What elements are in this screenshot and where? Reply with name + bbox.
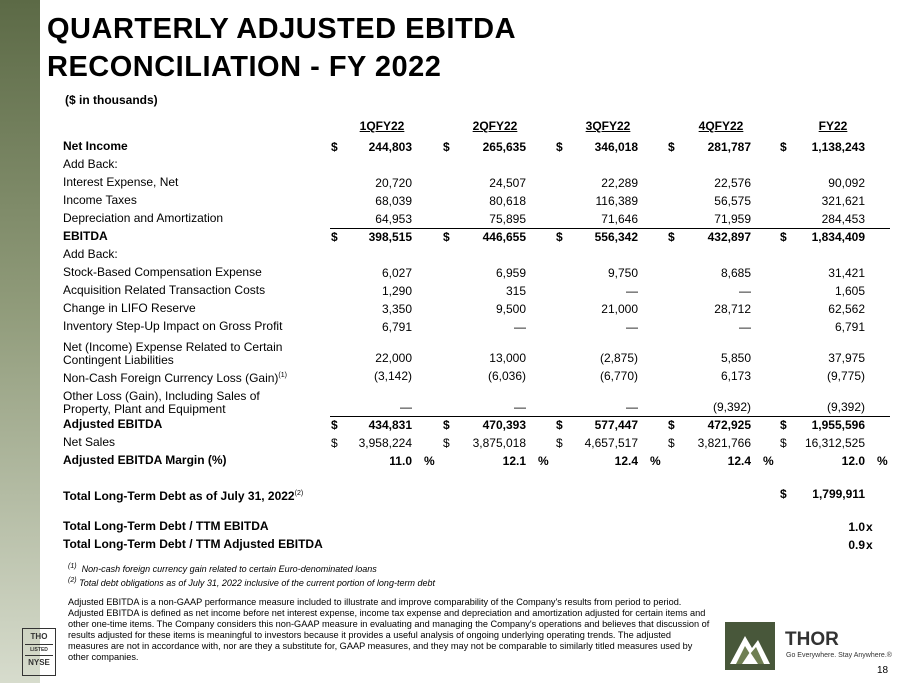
table-cell: 315 (505, 284, 526, 298)
table-cell: 9,500 (495, 302, 526, 316)
ratio-suffix: x (866, 538, 873, 552)
table-cell: 22,289 (601, 176, 638, 190)
table-row (60, 156, 890, 174)
footnote-2: $^{(2)}$ Total debt obligations as of July 31, 2022 inclusive of the current portion of long-term debt (68, 577, 435, 588)
table-cell: (3,142) (373, 369, 412, 383)
currency-symbol: $ (331, 140, 338, 154)
currency-symbol: $ (668, 140, 675, 154)
table-cell: 3,350 (381, 302, 412, 316)
row-label: Total Long-Term Debt as of July 31, 2022$^{(2)}$ (63, 489, 304, 503)
column-header: 3QFY22 (585, 119, 631, 133)
table-cell: 71,646 (601, 212, 638, 226)
table-cell: 12.0 (841, 454, 865, 468)
row-label: Acquisition Related Transaction Costs (63, 283, 266, 297)
table-cell: 20,720 (375, 176, 412, 190)
table-cell: 71,959 (714, 212, 751, 226)
table-cell: 75,895 (489, 212, 526, 226)
currency-symbol: $ (780, 230, 787, 244)
table-row (60, 246, 890, 264)
units-label: ($ in thousands) (65, 93, 158, 107)
row-label: Stock-Based Compensation Expense (63, 265, 262, 279)
table-cell: 1,605 (834, 284, 865, 298)
table-cell: 4,657,517 (584, 436, 638, 450)
currency-symbol: $ (780, 487, 787, 501)
table-cell: 9,750 (607, 266, 638, 280)
table-cell: 1,290 (381, 284, 412, 298)
table-cell: 5,850 (720, 351, 751, 365)
row-label: Total Long-Term Debt / TTM EBITDA (63, 519, 269, 533)
currency-symbol: $ (556, 418, 563, 432)
table-row (60, 389, 890, 416)
table-row (60, 416, 890, 434)
row-label: Non-Cash Foreign Currency Loss (Gain)$^{(1)}$ (63, 371, 287, 385)
table-row (60, 210, 890, 228)
table-cell: 37,975 (828, 351, 865, 365)
table-cell: 116,389 (595, 194, 638, 208)
summary-value: 1,799,911 (812, 487, 865, 501)
table-cell: 6,173 (720, 369, 751, 383)
table-cell: (9,392) (712, 400, 751, 414)
table-cell: 556,342 (594, 230, 638, 244)
table-cell: 22,000 (375, 351, 412, 365)
column-header: 2QFY22 (472, 119, 518, 133)
table-cell: 470,393 (482, 418, 526, 432)
table-cell: 244,803 (368, 140, 412, 154)
table-cell: (9,775) (826, 369, 865, 383)
table-row (60, 228, 890, 246)
percent-sign: % (424, 454, 435, 468)
column-header: 1QFY22 (359, 119, 405, 133)
table-cell: 3,821,766 (697, 436, 751, 450)
row-label: Other Loss (Gain), Including Sales of Property, Plant and Equipment (63, 389, 260, 416)
page-number: 18 (877, 665, 889, 676)
column-header: FY22 (818, 119, 848, 133)
table-cell: 6,791 (381, 320, 412, 334)
table-cell: 265,635 (482, 140, 526, 154)
row-label: Add Back: (63, 157, 118, 171)
table-row (60, 192, 890, 210)
table-cell: (6,770) (599, 369, 638, 383)
brand-name: THOR (785, 629, 839, 650)
table-cell: 31,421 (828, 266, 865, 280)
table-cell: — (400, 400, 412, 414)
table-cell: 22,576 (714, 176, 751, 190)
row-label: Adjusted EBITDA (63, 417, 163, 431)
table-cell: 321,621 (821, 194, 865, 208)
thor-logo-mark (725, 622, 775, 670)
summary-row (60, 485, 890, 503)
table-cell: 64,953 (375, 212, 412, 226)
table-cell: 3,875,018 (472, 436, 526, 450)
table-cell: 434,831 (368, 418, 412, 432)
non-gaap-disclaimer: Adjusted EBITDA is a non-GAAP performance measure included to illustrate and improve comparability of the Company's results from period to period. Adjusted EBITDA is defined as net income before net interest expense, income tax expense and depreciation and amortization adjusted for certain items and other one-time items. The Company considers this non-GAAP measure in evaluating and managing the Company's operations and believes that discussion of results adjusted for these items is meaningful to investors because it provides a useful analysis of ongoing underlying operating trends. The adjusted measures are not in accordance with, nor are they a substitute for, GAAP measures, and they may not be comparable to similarly titled measures used by other companies. (68, 597, 710, 662)
table-cell: 56,575 (714, 194, 751, 208)
table-row (60, 340, 890, 367)
row-label: Adjusted EBITDA Margin (%) (63, 453, 227, 467)
table-cell: 6,959 (495, 266, 526, 280)
table-cell: 6,027 (381, 266, 412, 280)
table-row (60, 282, 890, 300)
table-cell: — (514, 320, 526, 334)
table-cell: 13,000 (489, 351, 526, 365)
table-cell: 62,562 (828, 302, 865, 316)
table-cell: — (514, 400, 526, 414)
table-row (60, 452, 890, 470)
nyse-listed-badge: THO LISTED NYSE (22, 628, 56, 676)
table-cell: 21,000 (601, 302, 638, 316)
table-cell: — (626, 400, 638, 414)
table-row (60, 264, 890, 282)
percent-sign: % (877, 454, 888, 468)
summary-value: 0.9 (848, 538, 865, 552)
table-cell: — (739, 320, 751, 334)
table-cell: 1,955,596 (811, 418, 865, 432)
currency-symbol: $ (780, 418, 787, 432)
row-label: Inventory Step-Up Impact on Gross Profit (63, 319, 283, 333)
table-cell: — (626, 320, 638, 334)
row-label: Total Long-Term Debt / TTM Adjusted EBITDA (63, 537, 323, 551)
currency-symbol: $ (556, 436, 563, 450)
currency-symbol: $ (780, 436, 787, 450)
table-cell: 11.0 (389, 454, 412, 468)
currency-symbol: $ (668, 230, 675, 244)
table-cell: 398,515 (368, 230, 412, 244)
ratio-suffix: x (866, 520, 873, 534)
row-label: Net (Income) Expense Related to Certain Contingent Liabilities (63, 340, 283, 367)
row-label: Change in LIFO Reserve (63, 301, 196, 315)
table-cell: 1,138,243 (811, 140, 865, 154)
currency-symbol: $ (331, 436, 338, 450)
table-cell: 446,655 (482, 230, 526, 244)
currency-symbol: $ (668, 436, 675, 450)
currency-symbol: $ (443, 436, 450, 450)
table-cell: 281,787 (707, 140, 751, 154)
row-label: Income Taxes (63, 193, 137, 207)
table-cell: 80,618 (489, 194, 526, 208)
currency-symbol: $ (556, 230, 563, 244)
currency-symbol: $ (331, 230, 338, 244)
summary-row (60, 536, 890, 554)
table-cell: — (739, 284, 751, 298)
percent-sign: % (538, 454, 549, 468)
summary-row (60, 518, 890, 536)
table-cell: 3,958,224 (358, 436, 412, 450)
percent-sign: % (650, 454, 661, 468)
table-cell: 24,507 (489, 176, 526, 190)
table-cell: 12.4 (727, 454, 751, 468)
currency-symbol: $ (556, 140, 563, 154)
table-cell: 472,925 (707, 418, 751, 432)
row-label: Add Back: (63, 247, 118, 261)
column-header: 4QFY22 (698, 119, 744, 133)
table-cell: (9,392) (826, 400, 865, 414)
currency-symbol: $ (443, 140, 450, 154)
footnote-1: $^{(1)}$ Non-cash foreign currency gain related to certain Euro-denominated loans (68, 563, 377, 574)
table-row (60, 367, 890, 385)
row-label: Depreciation and Amortization (63, 211, 224, 225)
table-row (60, 174, 890, 192)
page-title: QUARTERLY ADJUSTED EBITDA RECONCILIATION - FY 2022 (47, 13, 517, 83)
table-cell: (6,036) (487, 369, 526, 383)
table-cell: 1,834,409 (811, 230, 865, 244)
table-cell: 12.1 (502, 454, 526, 468)
table-row (60, 434, 890, 452)
table-cell: 28,712 (714, 302, 751, 316)
table-cell: 68,039 (375, 194, 412, 208)
table-cell: 432,897 (707, 230, 751, 244)
table-cell: 12.4 (614, 454, 638, 468)
left-accent-bar (0, 0, 40, 683)
table-cell: 16,312,525 (804, 436, 865, 450)
row-label: Net Sales (63, 435, 116, 449)
row-label: Interest Expense, Net (63, 175, 179, 189)
brand-tagline: Go Everywhere. Stay Anywhere.® (786, 652, 892, 659)
currency-symbol: $ (780, 140, 787, 154)
table-cell: 90,092 (828, 176, 865, 190)
table-cell: — (626, 284, 638, 298)
table-cell: 8,685 (720, 266, 751, 280)
percent-sign: % (763, 454, 774, 468)
table-cell: (2,875) (599, 351, 638, 365)
summary-value: 1.0 (848, 520, 865, 534)
table-cell: 284,453 (821, 212, 865, 226)
row-label: EBITDA (63, 229, 108, 243)
table-cell: 346,018 (594, 140, 638, 154)
row-label: Net Income (63, 139, 128, 153)
currency-symbol: $ (443, 418, 450, 432)
table-row (60, 138, 890, 156)
table-cell: 577,447 (594, 418, 638, 432)
currency-symbol: $ (668, 418, 675, 432)
table-row (60, 300, 890, 318)
currency-symbol: $ (331, 418, 338, 432)
table-row (60, 318, 890, 336)
currency-symbol: $ (443, 230, 450, 244)
table-cell: 6,791 (834, 320, 865, 334)
